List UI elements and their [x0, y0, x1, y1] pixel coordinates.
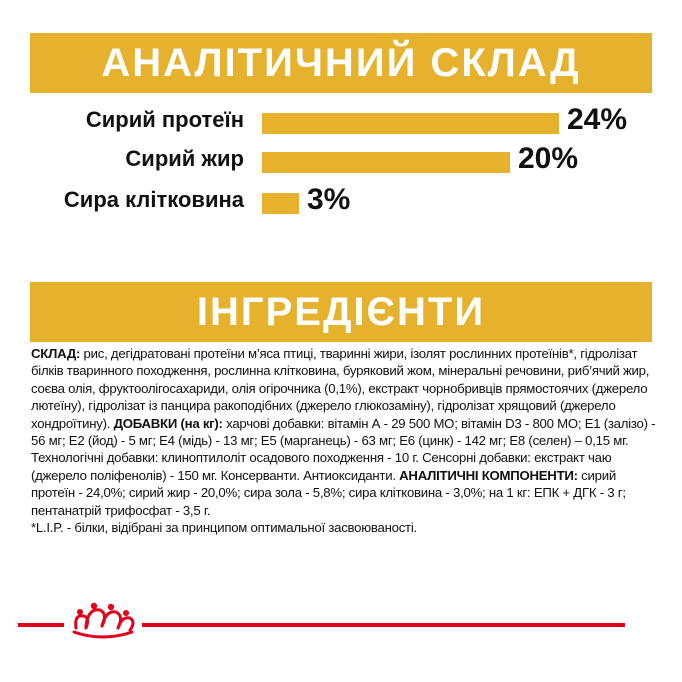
analysis-title: АНАЛІТИЧНИЙ СКЛАД [101, 40, 581, 85]
components-text: сирий протеїн - 24,0%; сирий жир - 20,0%; сира зола - 5,8%; сира клітковина - 3,0%; на 1 кг: ЕПК + ДГК - 3 г; пентанатрій трифосфат - 3,5 г. [31, 467, 626, 518]
ingredients-text [31, 345, 657, 536]
analysis-row [0, 183, 682, 223]
analysis-row-bar [262, 193, 299, 214]
analysis-row-value: 24% [567, 103, 628, 136]
composition-label: СКЛАД: [31, 346, 81, 361]
composition-text: рис, дегідратовані протеїни м’яса птиці, тваринні жири, ізолят рослинних протеїнів*, гідролізат білків тваринного походження, рослинна клітковина, буряковий жом, мінеральні речовини, риб’ячий жир, соєва олія, фруктоолігосахариди, олія огірочника (0,1%), екстракт чорнобривців прямостоячих (джерело лютеїну), гідролізат із панцира ракоподібних (джерело глюкозаміну), гідролізат хрящовий (джерело хондроїтину). [31, 346, 650, 431]
analysis-row-label: Сирий протеїн [85, 107, 244, 132]
components-label: АНАЛІТИЧНІ КОМПОНЕНТИ: [399, 467, 578, 483]
additives-text: харчові добавки: вітамін А - 29 500 МО; вітамін D3 - 800 МО; Е1 (залізо) - 56 мг; Е2 (йод) - 5 мг; Е4 (мідь) - 13 мг; Е5 (марганець) - 63 мг; Е6 (цинк) - 142 мг; Е8 (селен) – 0,15 мг. Технологічні добавки: клиноптилоліт осадового походження - 10 г. Сенсорні добавки: екстракт чаю (джерело поліфенолів) - 150 мг. Консерванти. Антиоксиданти. [31, 415, 656, 483]
analysis-row-label: Сирий жир [125, 146, 244, 171]
ingredients-title: ІНГРЕДІЄНТИ [196, 289, 486, 334]
analysis-banner [30, 33, 652, 93]
analysis-row-bar [262, 152, 510, 173]
analysis-row-label: Сира клітковина [63, 187, 244, 212]
analysis-row [0, 103, 682, 143]
footnote: *L.I.P. - білки, відібрані за принципом оптимальної засвоюваності. [31, 520, 417, 536]
analysis-row-value: 3% [307, 183, 351, 216]
royal-canin-crown-logo-icon [64, 598, 142, 646]
additives-label: ДОБАВКИ (на кг): [113, 415, 223, 431]
analysis-row-value: 20% [518, 142, 579, 175]
analysis-row [0, 142, 682, 182]
ingredients-banner [30, 282, 652, 342]
analysis-row-bar [262, 113, 559, 134]
